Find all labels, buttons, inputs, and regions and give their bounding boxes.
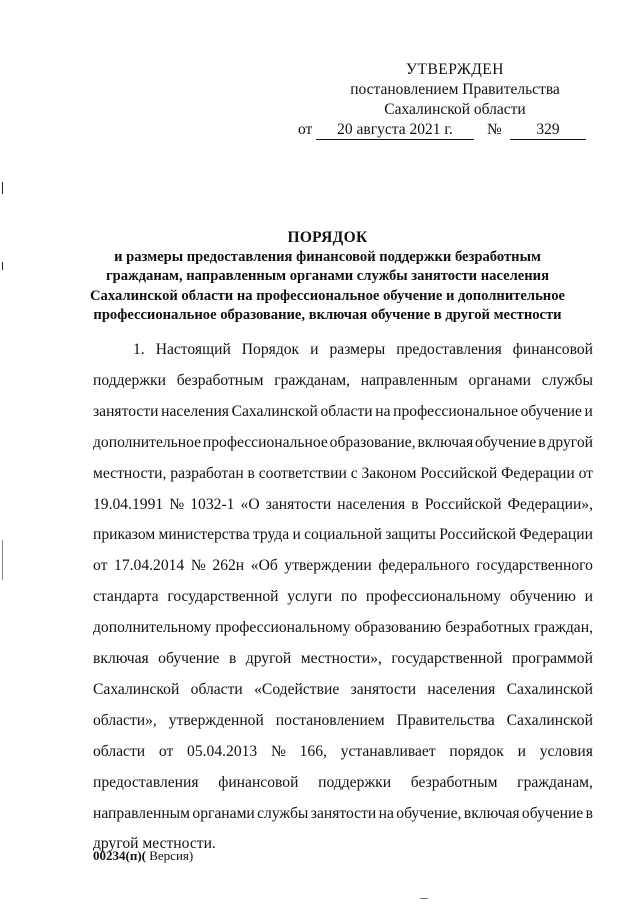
- document-code: 00234(п)(: [93, 848, 146, 863]
- paragraph-word: органами: [192, 804, 255, 822]
- paragraph-word: включая: [463, 804, 520, 822]
- paragraph-word: Федерации: [501, 464, 575, 482]
- paragraph-word: по: [341, 588, 358, 606]
- paragraph-word: и: [584, 402, 593, 420]
- paragraph-word: направленным: [93, 804, 191, 822]
- heading-line: гражданам, направленным органами службы занятости населения: [106, 268, 549, 284]
- paragraph-word: государственного: [476, 557, 593, 575]
- paragraph-word: социальной: [304, 526, 382, 544]
- paragraph-word: Российской: [424, 495, 502, 513]
- paragraph-line: [93, 711, 593, 731]
- paragraph-word: финансовой: [218, 773, 299, 791]
- paragraph-word: в: [411, 495, 419, 513]
- approval-number: 329: [510, 120, 586, 140]
- paragraph-line: [93, 433, 593, 453]
- paragraph-word: Сахалинской: [506, 680, 593, 698]
- paragraph-word: 17.04.2014: [114, 557, 185, 575]
- paragraph-word: образование,: [329, 433, 416, 451]
- paragraph-word: в: [585, 804, 593, 822]
- paragraph-word: условия: [539, 742, 593, 760]
- paragraph-word: местности»,: [300, 650, 382, 667]
- paragraph-word: соответствии: [258, 464, 347, 482]
- paragraph-word: приказом: [93, 526, 156, 544]
- paragraph-word: утвержденной: [168, 711, 264, 729]
- paragraph-line: [93, 495, 593, 515]
- paragraph-line: [93, 649, 593, 669]
- paragraph-word: программой: [511, 650, 593, 667]
- paragraph-word: населения: [337, 495, 406, 513]
- paragraph-word: федерального: [378, 557, 470, 575]
- paragraph-word: стандарта: [93, 588, 159, 606]
- paragraph-word: государственной: [167, 588, 279, 606]
- paragraph-line: [133, 340, 593, 360]
- heading-line: Сахалинской области на профессиональное обучение и дополнительное: [90, 287, 565, 304]
- paragraph-word: 262н: [212, 557, 245, 575]
- paragraph-word: порядок: [449, 742, 504, 760]
- paragraph-word: направленным: [360, 371, 458, 389]
- paragraph-word: размеры: [329, 341, 386, 358]
- paragraph-word: занятости: [310, 804, 377, 822]
- paragraph-line: [93, 773, 593, 793]
- paragraph-word: занятости: [93, 402, 159, 420]
- paragraph-word: постановлением: [275, 711, 385, 729]
- paragraph-word: населения: [427, 680, 496, 698]
- paragraph-word: области: [190, 680, 243, 698]
- paragraph-word: от: [158, 742, 174, 760]
- paragraph-word: безработным: [176, 371, 264, 389]
- approval-title: УТВЕРЖДЕН: [406, 61, 504, 78]
- paragraph-word: обучение: [520, 402, 582, 420]
- paragraph-word: Российской: [439, 526, 517, 544]
- paragraph-word: Федерации»,: [507, 495, 593, 513]
- paragraph-word: 1032-1: [190, 495, 235, 513]
- paragraph-word: включая: [417, 433, 474, 451]
- document-heading: [60, 228, 595, 326]
- paragraph-word: защиты: [385, 526, 436, 544]
- paragraph-word: профессиональному: [365, 588, 502, 606]
- paragraph-line: [93, 804, 593, 824]
- paragraph-word: с: [350, 464, 358, 482]
- paragraph-word: 1.: [133, 341, 145, 358]
- approval-date-line: [292, 120, 592, 142]
- paragraph-word: устанавливает: [340, 742, 436, 760]
- paragraph-word: Порядок: [241, 341, 300, 358]
- paragraph-word: другой: [245, 650, 292, 667]
- approval-line: Сахалинской области: [384, 101, 526, 118]
- paragraph-word: населения: [161, 402, 229, 420]
- scan-artifact: [2, 182, 3, 194]
- paragraph-word: Законом: [361, 464, 417, 482]
- approval-line: постановлением Правительства: [350, 81, 560, 98]
- scan-artifact: [2, 262, 3, 270]
- paragraph-word: Федерации: [519, 526, 593, 544]
- scan-artifact: [2, 540, 3, 580]
- paragraph-word: области: [320, 402, 373, 420]
- paragraph-word: местности.: [142, 835, 216, 853]
- paragraph-word: предоставления: [93, 773, 199, 791]
- paragraph-word: безработных: [445, 619, 530, 637]
- paragraph-word: и: [292, 526, 301, 544]
- paragraph-word: 19.04.1991: [93, 495, 164, 513]
- paragraph-word: предоставления: [396, 341, 502, 358]
- paragraph-word: в: [538, 433, 546, 451]
- paragraph-line: [93, 618, 593, 638]
- paragraph-word: разработан: [170, 464, 244, 482]
- paragraph-word: дополнительное: [93, 433, 202, 451]
- paragraph-word: на: [378, 804, 394, 822]
- paragraph-line: [93, 402, 593, 422]
- paragraph-word: от: [93, 557, 108, 575]
- heading-line: профессиональное образование, включая обучение в другой местности: [93, 307, 562, 323]
- paragraph-word: обучению: [509, 588, 576, 606]
- paragraph-word: поддержки: [318, 773, 392, 791]
- number-label: №: [487, 121, 502, 138]
- footer-code: [93, 848, 193, 864]
- paragraph-line: [93, 464, 593, 484]
- paragraph-word: профессиональному: [215, 619, 351, 637]
- paragraph-word: занятости: [350, 680, 417, 698]
- approval-date: 20 августа 2021 г.: [316, 120, 474, 140]
- paragraph-word: обучение: [475, 433, 537, 451]
- paragraph-word: в: [228, 650, 237, 667]
- paragraph-word: Сахалинской: [231, 402, 318, 420]
- paragraph-word: профессиональное: [393, 402, 519, 420]
- paragraph-word: профессиональное: [202, 433, 328, 451]
- paragraph-word: обучение: [521, 804, 584, 822]
- heading-line: и размеры предоставления финансовой поддержки безработным: [114, 248, 541, 265]
- paragraph-word: местности,: [93, 464, 167, 482]
- paragraph-word: 05.04.2013: [187, 742, 258, 760]
- paragraph-word: дополнительному: [93, 619, 212, 637]
- paragraph-word: гражданам,: [274, 371, 351, 389]
- paragraph-word: образованию: [354, 619, 442, 637]
- paragraph-word: №: [169, 495, 185, 513]
- paragraph-word: государственной: [391, 650, 503, 667]
- paragraph-word: и: [584, 588, 593, 606]
- paragraph-word: гражданам,: [517, 773, 593, 791]
- scan-artifact: [420, 898, 428, 899]
- paragraph-line: [93, 587, 593, 607]
- paragraph-line: [93, 742, 593, 762]
- paragraph-word: службы: [541, 371, 593, 389]
- paragraph-word: от: [578, 464, 593, 482]
- paragraph-word: №: [270, 742, 286, 760]
- paragraph-word: «Об: [250, 557, 278, 575]
- version-label: Версия): [145, 848, 194, 863]
- paragraph-word: службы: [257, 804, 309, 822]
- paragraph-word: Настоящий: [155, 341, 231, 358]
- paragraph-word: Правительства: [396, 711, 495, 729]
- paragraph-line: [93, 525, 593, 545]
- paragraph-word: другой: [93, 835, 139, 853]
- paragraph-word: другой: [547, 433, 593, 451]
- paragraph-word: граждан,: [533, 619, 593, 637]
- paragraph-word: Российской: [420, 464, 498, 482]
- paragraph-word: области»,: [93, 711, 157, 729]
- paragraph-word: органами: [468, 371, 531, 389]
- paragraph-word: «О: [240, 495, 260, 513]
- paragraph-word: финансовой: [512, 341, 593, 358]
- paragraph-word: и: [310, 341, 319, 358]
- paragraph-word: труда: [252, 526, 290, 544]
- paragraph-line: [93, 556, 593, 576]
- paragraph-word: услуги: [287, 588, 333, 606]
- paragraph-word: занятости: [265, 495, 332, 513]
- paragraph-word: в: [247, 464, 255, 482]
- paragraph-word: на: [375, 402, 391, 420]
- paragraph-word: 166,: [299, 742, 327, 760]
- paragraph-word: №: [190, 557, 206, 575]
- paragraph-word: поддержки: [93, 371, 166, 389]
- paragraph-word: включая: [93, 650, 149, 667]
- paragraph-word: министерства: [158, 526, 250, 544]
- from-label: от: [298, 121, 313, 138]
- paragraph-word: Сахалинской: [93, 680, 180, 698]
- paragraph-word: области: [93, 742, 146, 760]
- paragraph-word: обучение,: [396, 804, 462, 822]
- paragraph-word: безработным: [410, 773, 498, 791]
- paragraph-word: «Содействие: [254, 680, 340, 698]
- paragraph-word: утверждении: [284, 557, 372, 575]
- paragraph-word: Сахалинской: [506, 711, 593, 729]
- document-title: ПОРЯДОК: [287, 229, 368, 246]
- paragraph-word: и: [517, 742, 526, 760]
- paragraph-line: [93, 680, 593, 700]
- approval-block: [292, 60, 592, 142]
- paragraph-line: [93, 371, 593, 391]
- paragraph-word: обучение: [158, 650, 220, 667]
